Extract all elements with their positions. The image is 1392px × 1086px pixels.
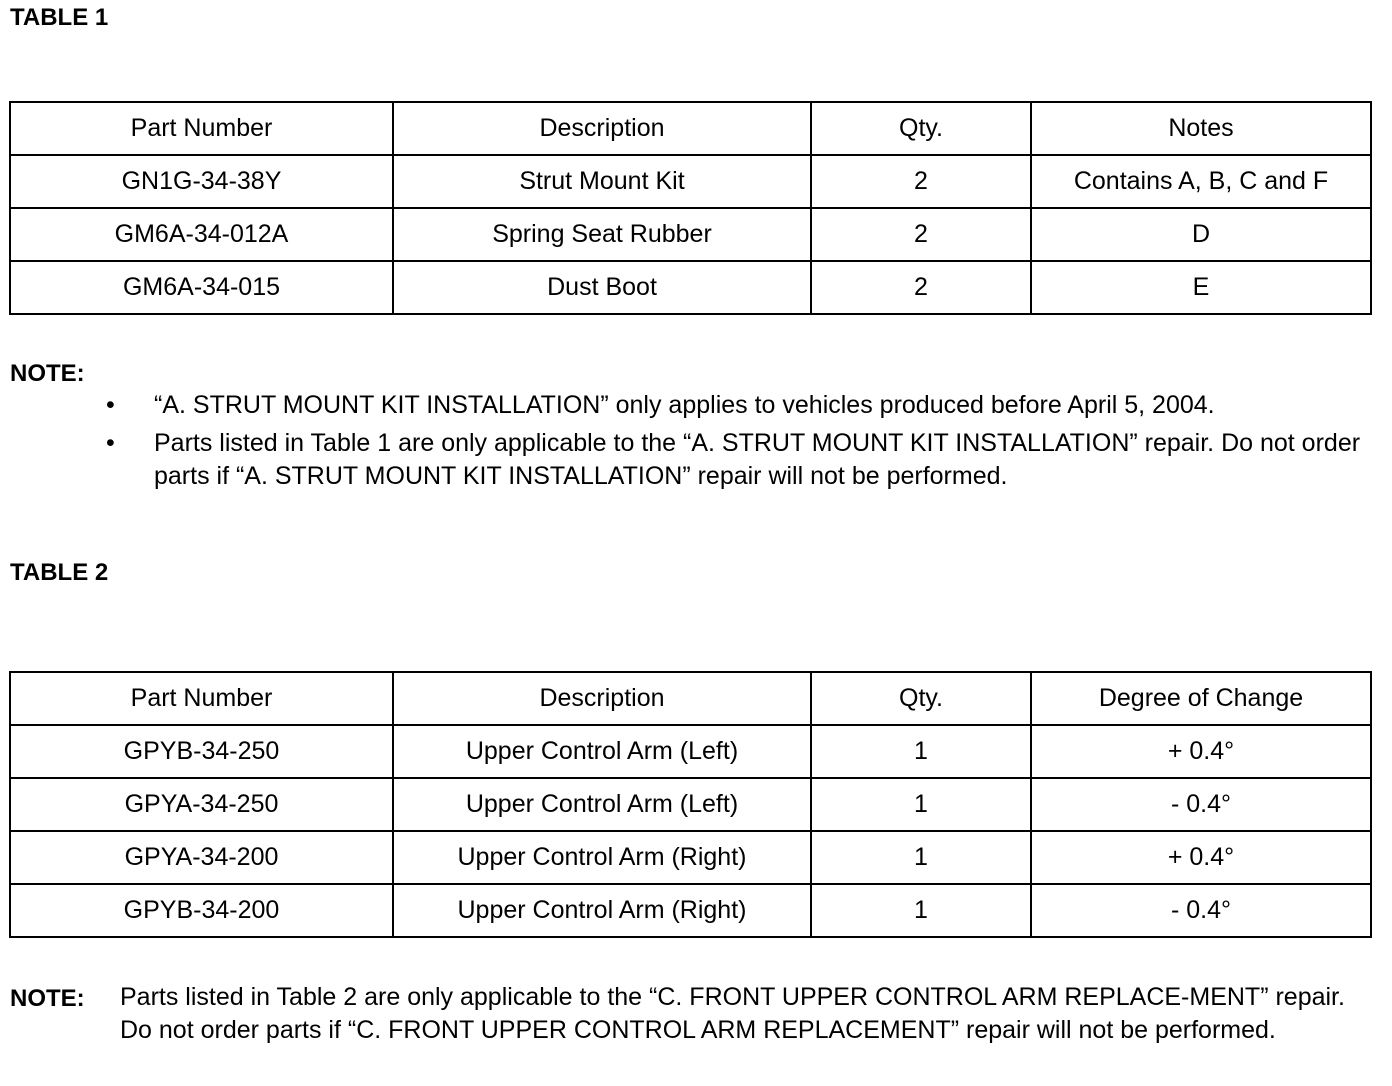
qty-cell: 2 [811,208,1031,261]
notes-cell: E [1031,261,1371,314]
qty-cell: 2 [811,261,1031,314]
part-number-cell: GPYB-34-200 [10,884,393,937]
table2 [9,671,1372,938]
bullet-icon: • [106,391,115,419]
table2-header-description: Description [393,672,811,725]
table-row [10,208,1371,261]
table1-heading: TABLE 1 [10,4,109,31]
table1-header-notes: Notes [1031,102,1371,155]
part-number-cell: GN1G-34-38Y [10,155,393,208]
description-cell: Dust Boot [393,261,811,314]
table2-header-row [10,672,1371,725]
part-number-cell: GM6A-34-012A [10,208,393,261]
table-row [10,778,1371,831]
qty-cell: 1 [811,778,1031,831]
table2-header-degree-of-change: Degree of Change [1031,672,1371,725]
table1-header-row [10,102,1371,155]
qty-cell: 2 [811,155,1031,208]
table2-heading: TABLE 2 [10,559,109,586]
note2-label: NOTE: [10,985,85,1012]
note1-label: NOTE: [10,360,85,387]
description-cell: Upper Control Arm (Right) [393,831,811,884]
table1-header-qty: Qty. [811,102,1031,155]
part-number-cell: GPYB-34-250 [10,725,393,778]
description-cell: Upper Control Arm (Left) [393,725,811,778]
qty-cell: 1 [811,725,1031,778]
note1-item-text: Parts listed in Table 1 are only applicable to the “A. STRUT MOUNT KIT INSTALLATION” repair. Do not order parts if “A. STRUT MOUNT KIT INSTALLATION” repair will not be performed. [154,429,1361,490]
description-cell: Upper Control Arm (Left) [393,778,811,831]
table2-header-part-number: Part Number [10,672,393,725]
note2-text: Parts listed in Table 2 are only applicable to the “C. FRONT UPPER CONTROL ARM REPLACE-MENT” repair. Do not order parts if “C. FRONT UPPER CONTROL ARM REPLACEMENT” repair will not be performed. [120,983,1345,1044]
note1-list [106,389,1376,498]
note1-item-text: “A. STRUT MOUNT KIT INSTALLATION” only applies to vehicles produced before April 5, 2004. [154,391,1215,419]
notes-cell: Contains A, B, C and F [1031,155,1371,208]
table1 [9,101,1372,315]
table-row [10,261,1371,314]
part-number-cell: GPYA-34-250 [10,778,393,831]
table-row [10,831,1371,884]
description-cell: Strut Mount Kit [393,155,811,208]
table1-header-part-number: Part Number [10,102,393,155]
degree-cell: - 0.4° [1031,884,1371,937]
table-row [10,725,1371,778]
description-cell: Spring Seat Rubber [393,208,811,261]
table2-header-qty: Qty. [811,672,1031,725]
part-number-cell: GPYA-34-200 [10,831,393,884]
degree-cell: + 0.4° [1031,725,1371,778]
table1-header-description: Description [393,102,811,155]
part-number-cell: GM6A-34-015 [10,261,393,314]
qty-cell: 1 [811,831,1031,884]
table-row [10,884,1371,937]
qty-cell: 1 [811,884,1031,937]
description-cell: Upper Control Arm (Right) [393,884,811,937]
list-item [106,427,1376,493]
table-row [10,155,1371,208]
degree-cell: - 0.4° [1031,778,1371,831]
bullet-icon: • [106,429,115,457]
list-item [106,389,1376,422]
degree-cell: + 0.4° [1031,831,1371,884]
notes-cell: D [1031,208,1371,261]
